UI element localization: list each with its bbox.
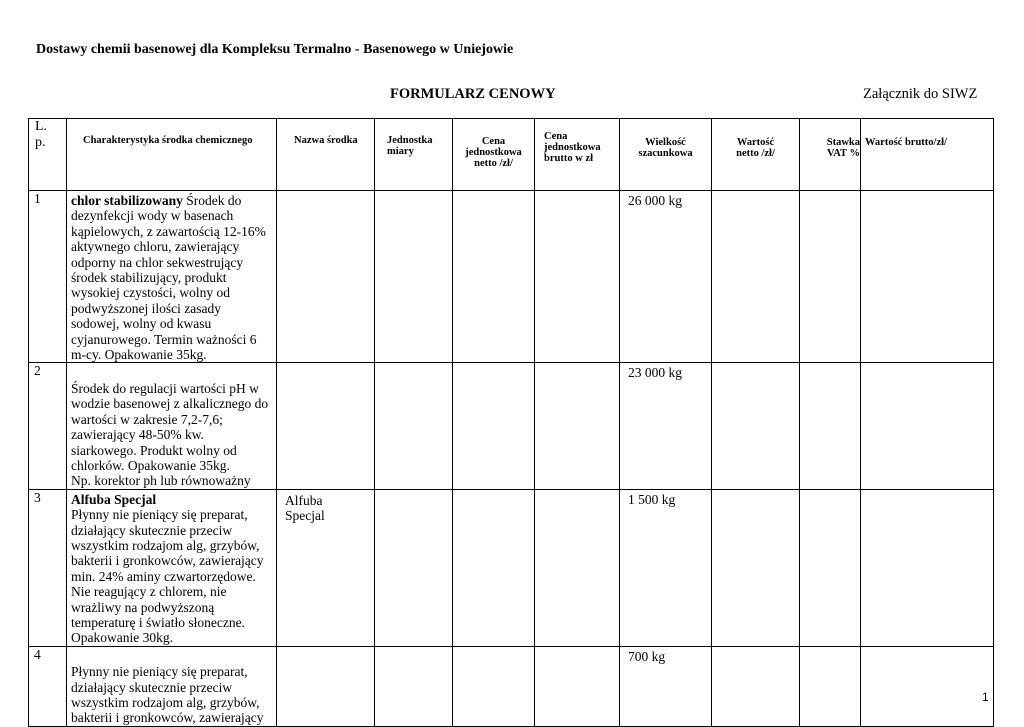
annex-label: Załącznik do SIWZ [863,86,978,102]
quantity-cell [620,489,712,646]
header-net-price [453,119,535,191]
header-net-price-text [453,136,534,169]
vat-cell [800,489,861,646]
quantity-value: 1 500 kg [628,491,676,507]
table-row [29,489,994,646]
header-unit [375,119,453,191]
row-number-cell [29,363,67,489]
net-value-cell [712,191,800,363]
header-line: jednostkowa [465,147,522,158]
product-name-bold: Alfuba Specjal [71,491,157,507]
net-value-cell [712,489,800,646]
characteristic-line: wszystkim rodzajom alg, grzybów, [71,695,260,710]
quantity-cell [620,191,712,363]
header-line: jednostkowa [544,142,601,153]
header-line: Jednostka [387,135,433,146]
gross-value-cell [861,363,994,489]
row-number-cell [29,646,67,726]
quantity-cell [620,646,712,726]
header-quantity-text [620,137,711,159]
header-line: Wielkość [645,137,686,148]
characteristic-line: działający skutecznie przeciw [71,522,233,538]
header-characteristic [67,119,277,191]
characteristic-cell [67,646,277,726]
header-line: Wartość brutto/zł/ [865,137,947,148]
characteristic-line: kąpielowych, z zawartością 12-16% [71,223,266,239]
quantity-value: 26 000 kg [628,193,682,208]
form-title: FORMULARZ CENOWY [390,86,556,102]
row-number: 4 [34,646,41,662]
header-net-value-text [712,137,799,159]
characteristic-line: Nie reagujący z chlorem, nie [71,584,227,600]
header-line: Charakterystyka środka chemicznego [83,135,253,146]
header-line: szacunkowa [638,148,693,159]
net-price-cell [453,191,535,363]
characteristic-line: bakterii i gronkowców, zawierający [71,710,264,726]
characteristic-line: wartości w zakresie 7,2-7,6; [71,411,223,427]
characteristic-line: siarkowego. Produkt wolny od [71,442,237,458]
header-vat [800,119,861,191]
characteristic-line: temperaturę i światło słoneczne. [71,614,245,630]
net-price-cell [453,363,535,489]
header-gross-value [861,119,994,191]
header-line: Cena [544,131,568,142]
header-line: p. [35,135,46,150]
product-name-cell [277,489,375,646]
characteristic-line: cyjanurowego. Termin ważności 6 [71,331,257,347]
characteristic-line: m-cy. Opakowanie 35kg. [71,347,207,363]
net-value-cell [712,646,800,726]
characteristic-line: wszystkim rodzajom alg, grzybów, [71,537,260,553]
characteristic-line: Środek do [182,193,242,208]
header-characteristic-text [83,135,276,146]
page-number: 1 [982,690,989,704]
header-line: Cena [481,136,506,147]
unit-cell [375,646,453,726]
header-line: netto /zł/ [736,148,775,159]
document-title: Dostawy chemii basenowej dla Kompleksu Termalno - Basenowego w Uniejowie [36,42,514,57]
header-line: miary [387,146,414,157]
header-lp-text [35,119,66,151]
header-gross-price [535,119,620,191]
gross-value-cell [861,191,994,363]
characteristic-line: działający skutecznie przeciw [71,679,233,695]
header-lp [29,119,67,191]
net-value-cell [712,363,800,489]
header-net-value [712,119,800,191]
header-line: brutto w zł [544,153,593,164]
product-name-cell [277,646,375,726]
gross-value-cell [861,489,994,646]
row-number: 2 [34,363,41,379]
gross-price-cell [535,489,620,646]
gross-price-cell [535,191,620,363]
quantity-value: 700 kg [628,648,666,664]
row-number: 3 [34,489,41,505]
header-quantity [620,119,712,191]
characteristic-line: min. 24% aminy czwartorzędowe. [71,568,256,584]
product-name-cell [277,191,375,363]
characteristic-line: podwyższonej ilości zasady [71,300,221,316]
characteristic-line: Środek do regulacji wartości pH w [71,380,259,396]
product-name-bold: chlor stabilizowany [71,193,183,208]
table-row [29,363,994,489]
header-line: VAT % [827,148,860,159]
product-name-line: Alfuba [285,492,323,508]
gross-value-cell [861,646,994,726]
header-line: Wartość [736,137,775,148]
header-vat-text [800,137,860,159]
characteristic-cell [67,191,277,363]
price-table [28,118,994,727]
unit-cell [375,489,453,646]
header-line: Nazwa środka [294,135,358,146]
header-line: netto /zł/ [474,158,513,169]
characteristic-line: Płynny nie pieniący się preparat, [71,507,248,523]
characteristic-line: odporny na chlor sekwestrujący [71,254,244,270]
vat-cell [800,363,861,489]
row-number-cell [29,489,67,646]
header-line: L. [35,119,48,134]
characteristic-line: chlorków. Opakowanie 35kg. [71,457,230,473]
net-price-cell [453,489,535,646]
gross-price-cell [535,646,620,726]
gross-price-cell [535,363,620,489]
characteristic-line: Opakowanie 30kg. [71,630,173,646]
header-gross-price-text [544,131,619,164]
characteristic-line: aktywnego chloru, zawierający [71,239,240,255]
unit-cell [375,191,453,363]
table-row [29,646,994,726]
characteristic-line: zawierający 48-50% kw. [71,427,204,443]
vat-cell [800,646,861,726]
header-name [277,119,375,191]
net-price-cell [453,646,535,726]
characteristic-line: Np. korektor ph lub równoważny [71,473,251,489]
vat-cell [800,191,861,363]
header-unit-text [387,135,452,157]
product-name-line: Specjal [285,508,325,524]
characteristic-line: wrażliwy na podwyższoną [71,599,215,615]
header-name-text [294,135,374,146]
characteristic-line: środek stabilizujący, produkt [71,270,227,286]
quantity-cell [620,363,712,489]
table-header-row [29,119,994,191]
characteristic-cell [67,489,277,646]
quantity-value: 23 000 kg [628,365,682,381]
row-number-cell [29,191,67,363]
characteristic-line: sodowej, wolny od kwasu [71,316,212,332]
unit-cell [375,363,453,489]
characteristic-cell [67,363,277,489]
header-line: Stawka [826,137,860,148]
header-gross-value-text [865,137,993,148]
characteristic-line: dezynfekcji wody w basenach [71,208,234,224]
table-row [29,191,994,363]
characteristic-line: wysokiej czystości, wolny od [71,285,230,301]
product-name-cell [277,363,375,489]
characteristic-line: wodzie basenowej z alkalicznego do [71,396,269,412]
characteristic-line: bakterii i gronkowców, zawierający [71,553,264,569]
characteristic-line: Płynny nie pieniący się preparat, [71,664,248,680]
row-number: 1 [34,191,41,206]
